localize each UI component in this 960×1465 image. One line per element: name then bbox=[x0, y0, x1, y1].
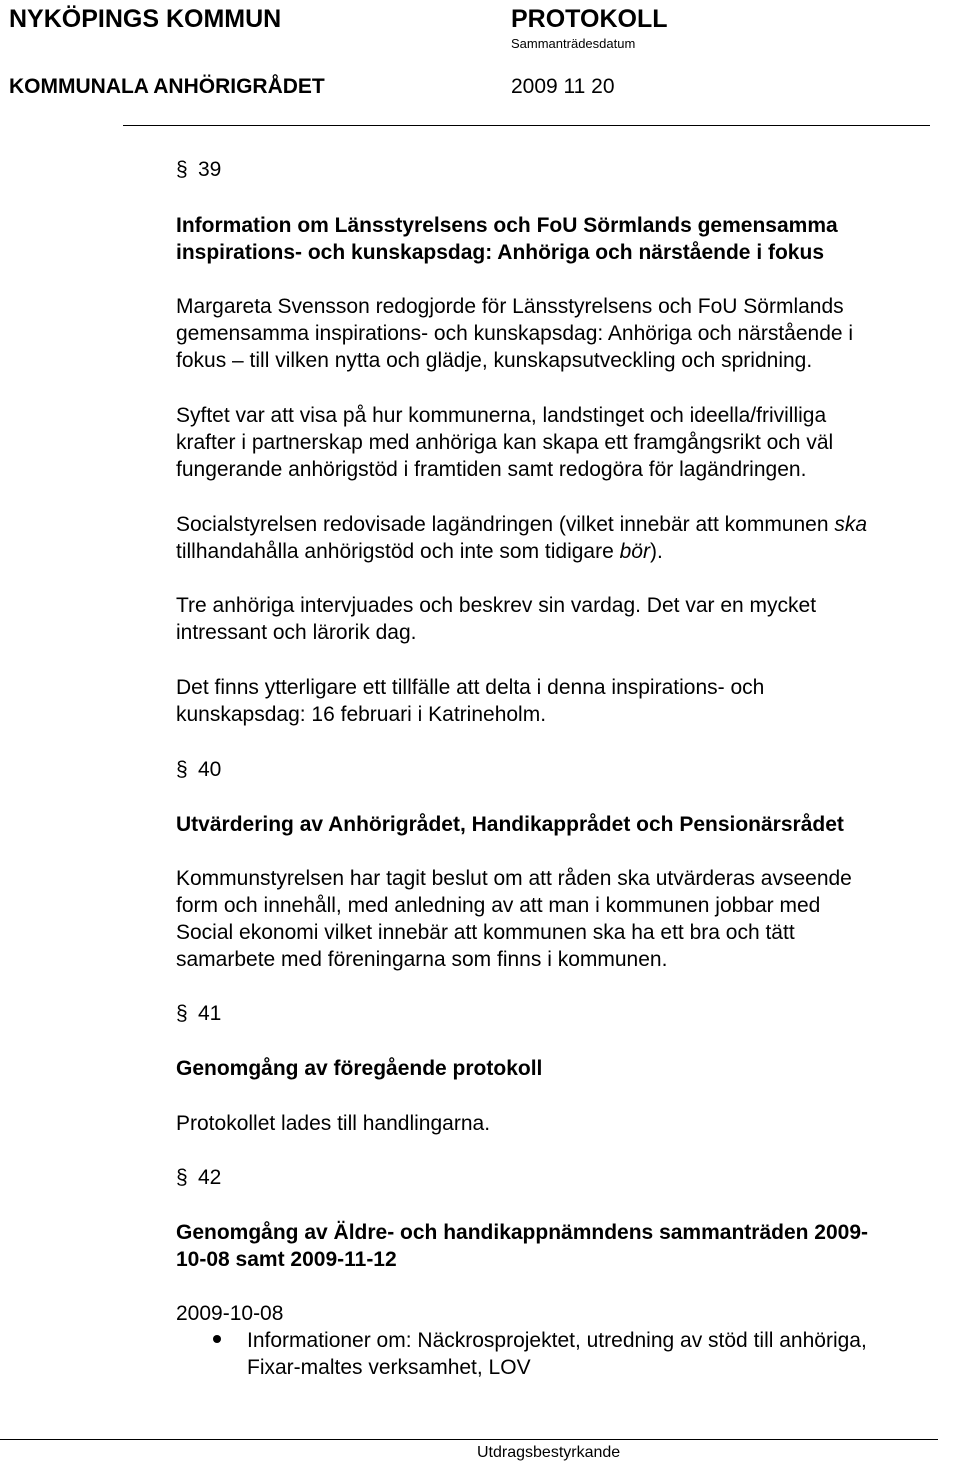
paragraph-sign-icon: § bbox=[176, 158, 188, 181]
paragraph-sign-icon: § bbox=[176, 1002, 188, 1025]
paragraph: Det finns ytterligare ett tillfälle att delta i denna inspirations- och kunskapsdag: 16 februari i Katrineholm. bbox=[176, 676, 765, 726]
section-number: § 41 bbox=[176, 1002, 222, 1025]
bullet-icon bbox=[213, 1335, 221, 1343]
emphasis: ska bbox=[834, 513, 868, 536]
paragraph-sign-icon: § bbox=[176, 1166, 188, 1189]
paragraph: Syftet var att visa på hur kommunerna, landstinget och ideella/frivilliga krafter i partnerskap med anhöriga kan skapa ett framgångsrikt och väl fungerande anhörigstöd i framtiden samt redogöra för lagändringen. bbox=[176, 404, 834, 481]
doc-type: PROTOKOLL bbox=[511, 5, 668, 33]
date-label: Sammanträdesdatum bbox=[511, 36, 636, 51]
paragraph: Kommunstyrelsen har tagit beslut om att råden ska utvärderas avseende form och innehåll, med anledning av att man i kommunen jobbar med Social ekonomi vilket innebär att kommunen ska ha ett bra och tätt samarbete med föreningarna som finns i kommunen. bbox=[176, 867, 852, 971]
section-number: § 40 bbox=[176, 758, 222, 781]
footer-rule bbox=[0, 1439, 938, 1440]
org-name: NYKÖPINGS KOMMUN bbox=[9, 5, 282, 33]
paragraph: Tre anhöriga intervjuades och beskrev sin vardag. Det var en mycket intressant och lärorik dag. bbox=[176, 594, 817, 644]
paragraph: Protokollet lades till handlingarna. bbox=[176, 1112, 491, 1135]
committee-name: KOMMUNALA ANHÖRIGRÅDET bbox=[9, 75, 325, 98]
section-title: Utvärdering av Anhörigrådet, Handikapprådet och Pensionärsrådet bbox=[176, 813, 844, 836]
paragraph: Margareta Svensson redogjorde för Länsstyrelsens och FoU Sörmlands gemensamma inspirations- och kunskapsdag: Anhöriga och närstående i fokus – till vilken nytta och glädje, kunskapsutveckling och spridning. bbox=[176, 295, 854, 372]
section-number: § 42 bbox=[176, 1166, 222, 1189]
header-rule bbox=[123, 125, 930, 126]
section-title: Information om Länsstyrelsens och FoU Sörmlands gemensamma inspirations- och kunskapsdag: Anhöriga och närstående i fokus bbox=[176, 214, 838, 264]
emphasis: bör bbox=[619, 540, 650, 563]
section-title: Genomgång av föregående protokoll bbox=[176, 1057, 543, 1080]
meeting-date: 2009 11 20 bbox=[511, 75, 615, 98]
paragraph-sign-icon: § bbox=[176, 758, 188, 781]
section-number: § 39 bbox=[176, 158, 222, 181]
footer-label: Utdragsbestyrkande bbox=[477, 1444, 621, 1461]
paragraph: Socialstyrelsen redovisade lagändringen (vilket innebär att kommunen ska tillhandahålla anhörigstöd och inte som tidigare bör). bbox=[176, 513, 868, 563]
section-title: Genomgång av Äldre- och handikappnämndens sammanträden 2009- 10-08 samt 2009-11-12 bbox=[176, 1221, 869, 1271]
meeting-date-item: 2009-10-08 bbox=[176, 1302, 284, 1325]
bullet-text: Informationer om: Näckrosprojektet, utredning av stöd till anhöriga, Fixar-maltes verksamhet, LOV bbox=[247, 1329, 867, 1379]
